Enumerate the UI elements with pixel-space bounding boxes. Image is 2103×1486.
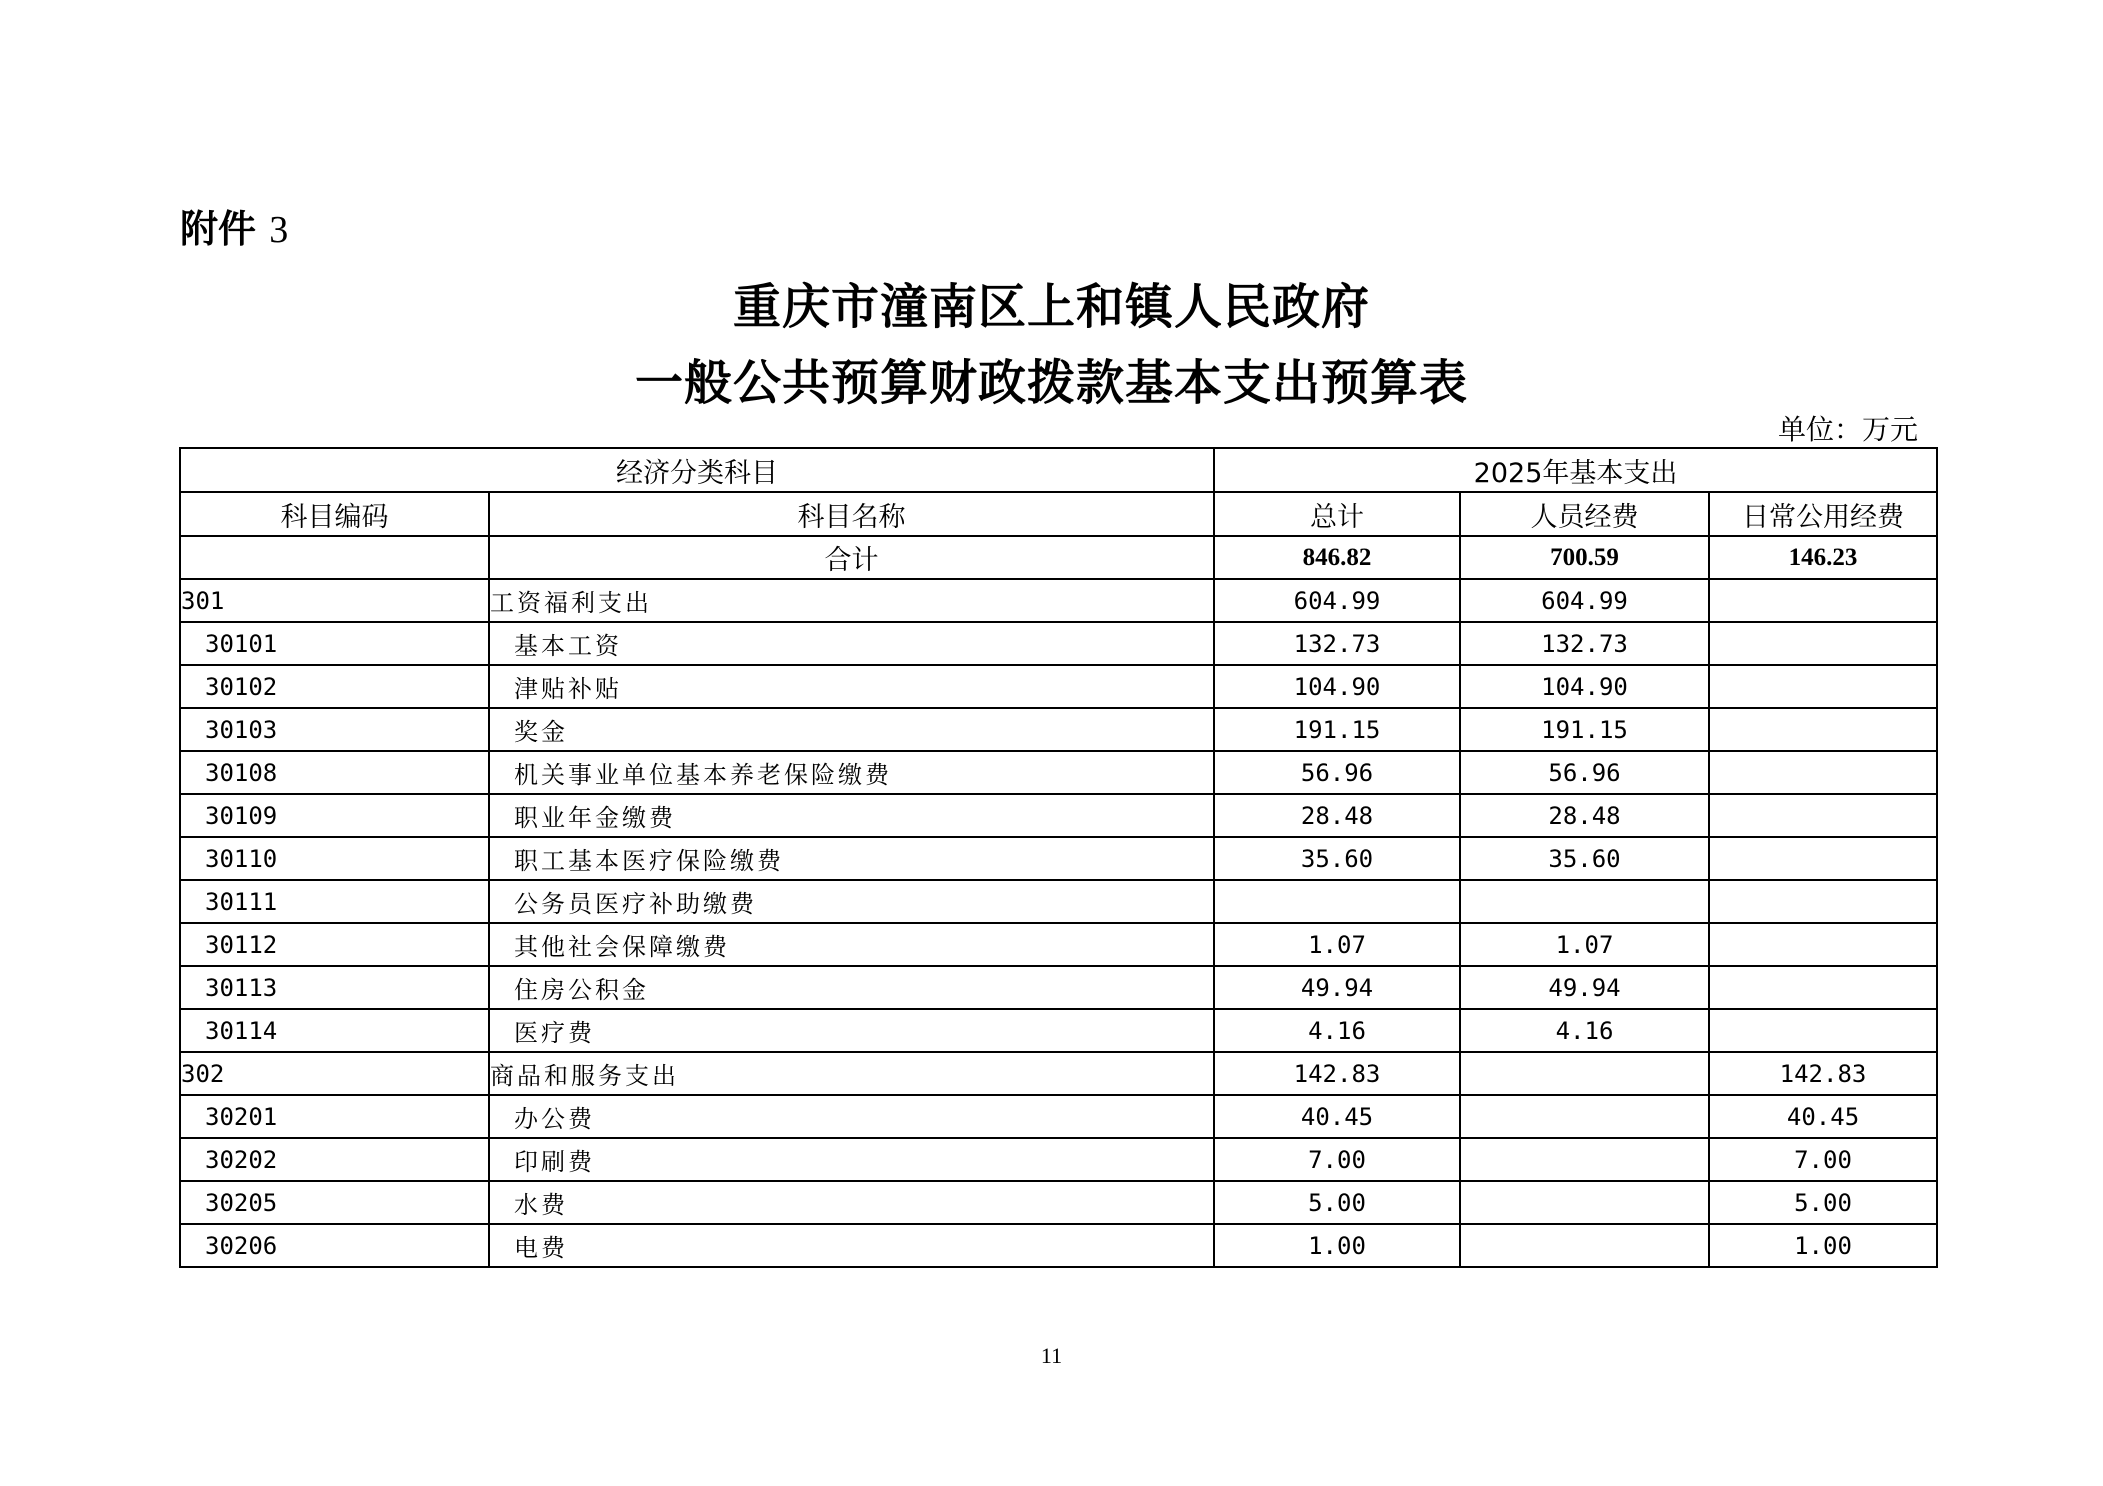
table-row [180,1009,1937,1052]
row-total: 56.96 [1214,751,1460,794]
row-staff-expense [1460,1095,1709,1138]
table-row [180,880,1937,923]
row-name: 医疗费 [489,1009,1214,1052]
row-code: 30202 [180,1138,489,1181]
attachment-text: 附件 [180,207,257,251]
header-daily-expense: 日常公用经费 [1709,492,1937,536]
document-title-line-1: 重庆市潼南区上和镇人民政府 [732,279,1370,335]
header-total: 总计 [1214,492,1460,536]
row-code: 30111 [180,880,489,923]
row-daily-expense: 1.00 [1709,1224,1937,1267]
row-staff-expense: 132.73 [1460,622,1709,665]
table-row [180,665,1937,708]
column-header-row [180,492,1937,536]
row-code: 30102 [180,665,489,708]
row-total: 49.94 [1214,966,1460,1009]
row-code: 30109 [180,794,489,837]
row-daily-expense [1709,579,1937,622]
row-staff-expense [1460,1052,1709,1095]
row-code: 30103 [180,708,489,751]
row-daily-expense [1709,880,1937,923]
row-daily-expense [1709,923,1937,966]
row-total: 104.90 [1214,665,1460,708]
row-staff-expense [1460,880,1709,923]
row-total: 1.00 [1214,1224,1460,1267]
row-staff-expense: 56.96 [1460,751,1709,794]
budget-table [179,447,1938,1268]
row-code: 30113 [180,966,489,1009]
row-daily-expense: 40.45 [1709,1095,1937,1138]
total-row [180,536,1937,579]
row-name: 奖金 [489,708,1214,751]
total-code [180,536,489,579]
table-row [180,1138,1937,1181]
row-name: 机关事业单位基本养老保险缴费 [489,751,1214,794]
total-staff: 700.59 [1460,536,1709,579]
header-economic-category: 经济分类科目 [180,448,1214,492]
document-title-line-2: 一般公共预算财政拨款基本支出预算表 [634,355,1468,411]
row-name: 住房公积金 [489,966,1214,1009]
row-daily-expense [1709,751,1937,794]
table-row [180,622,1937,665]
row-staff-expense: 1.07 [1460,923,1709,966]
row-total: 191.15 [1214,708,1460,751]
table-row [180,751,1937,794]
group-header-row [180,448,1937,492]
row-code: 30108 [180,751,489,794]
row-name: 工资福利支出 [489,579,1214,622]
table-row [180,708,1937,751]
row-code: 30101 [180,622,489,665]
row-total: 132.73 [1214,622,1460,665]
table-row [180,923,1937,966]
row-staff-expense: 28.48 [1460,794,1709,837]
row-staff-expense: 604.99 [1460,579,1709,622]
row-name: 水费 [489,1181,1214,1224]
row-daily-expense [1709,837,1937,880]
row-daily-expense [1709,665,1937,708]
row-name: 津贴补贴 [489,665,1214,708]
row-daily-expense [1709,708,1937,751]
table-row [180,837,1937,880]
row-daily-expense: 5.00 [1709,1181,1937,1224]
row-total: 35.60 [1214,837,1460,880]
row-staff-expense [1460,1181,1709,1224]
row-name: 职工基本医疗保险缴费 [489,837,1214,880]
row-total: 142.83 [1214,1052,1460,1095]
attachment-number: 3 [269,209,289,251]
row-staff-expense [1460,1224,1709,1267]
row-staff-expense: 35.60 [1460,837,1709,880]
header-basic-expenditure: 2025年基本支出 [1214,448,1937,492]
row-staff-expense: 191.15 [1460,708,1709,751]
row-total: 5.00 [1214,1181,1460,1224]
row-code: 301 [180,579,489,622]
row-total: 7.00 [1214,1138,1460,1181]
row-name: 公务员医疗补助缴费 [489,880,1214,923]
page-number: 11 [1040,1343,1063,1368]
attachment-label [180,198,288,253]
row-daily-expense [1709,966,1937,1009]
row-total: 28.48 [1214,794,1460,837]
row-staff-expense: 4.16 [1460,1009,1709,1052]
row-staff-expense: 49.94 [1460,966,1709,1009]
row-code: 30206 [180,1224,489,1267]
header-code: 科目编码 [180,492,489,536]
row-total: 1.07 [1214,923,1460,966]
row-total: 4.16 [1214,1009,1460,1052]
row-name: 印刷费 [489,1138,1214,1181]
row-daily-expense [1709,1009,1937,1052]
row-code: 30205 [180,1181,489,1224]
row-total: 604.99 [1214,579,1460,622]
row-code: 302 [180,1052,489,1095]
row-code: 30201 [180,1095,489,1138]
table-row [180,1224,1937,1267]
table-row [180,1181,1937,1224]
row-total: 40.45 [1214,1095,1460,1138]
header-name: 科目名称 [489,492,1214,536]
row-daily-expense [1709,794,1937,837]
table-row [180,1052,1937,1095]
table-row [180,794,1937,837]
row-code: 30110 [180,837,489,880]
total-total: 846.82 [1214,536,1460,579]
table-row [180,1095,1937,1138]
row-code: 30114 [180,1009,489,1052]
row-staff-expense: 104.90 [1460,665,1709,708]
table-row [180,579,1937,622]
row-total [1214,880,1460,923]
unit-label: 单位：万元 [1777,413,1918,446]
row-daily-expense: 142.83 [1709,1052,1937,1095]
row-name: 其他社会保障缴费 [489,923,1214,966]
row-daily-expense [1709,622,1937,665]
total-label: 合计 [489,536,1214,579]
row-name: 职业年金缴费 [489,794,1214,837]
row-daily-expense: 7.00 [1709,1138,1937,1181]
row-name: 商品和服务支出 [489,1052,1214,1095]
total-daily: 146.23 [1709,536,1937,579]
row-code: 30112 [180,923,489,966]
header-staff-expense: 人员经费 [1460,492,1709,536]
row-staff-expense [1460,1138,1709,1181]
row-name: 电费 [489,1224,1214,1267]
row-name: 基本工资 [489,622,1214,665]
row-name: 办公费 [489,1095,1214,1138]
table-row [180,966,1937,1009]
